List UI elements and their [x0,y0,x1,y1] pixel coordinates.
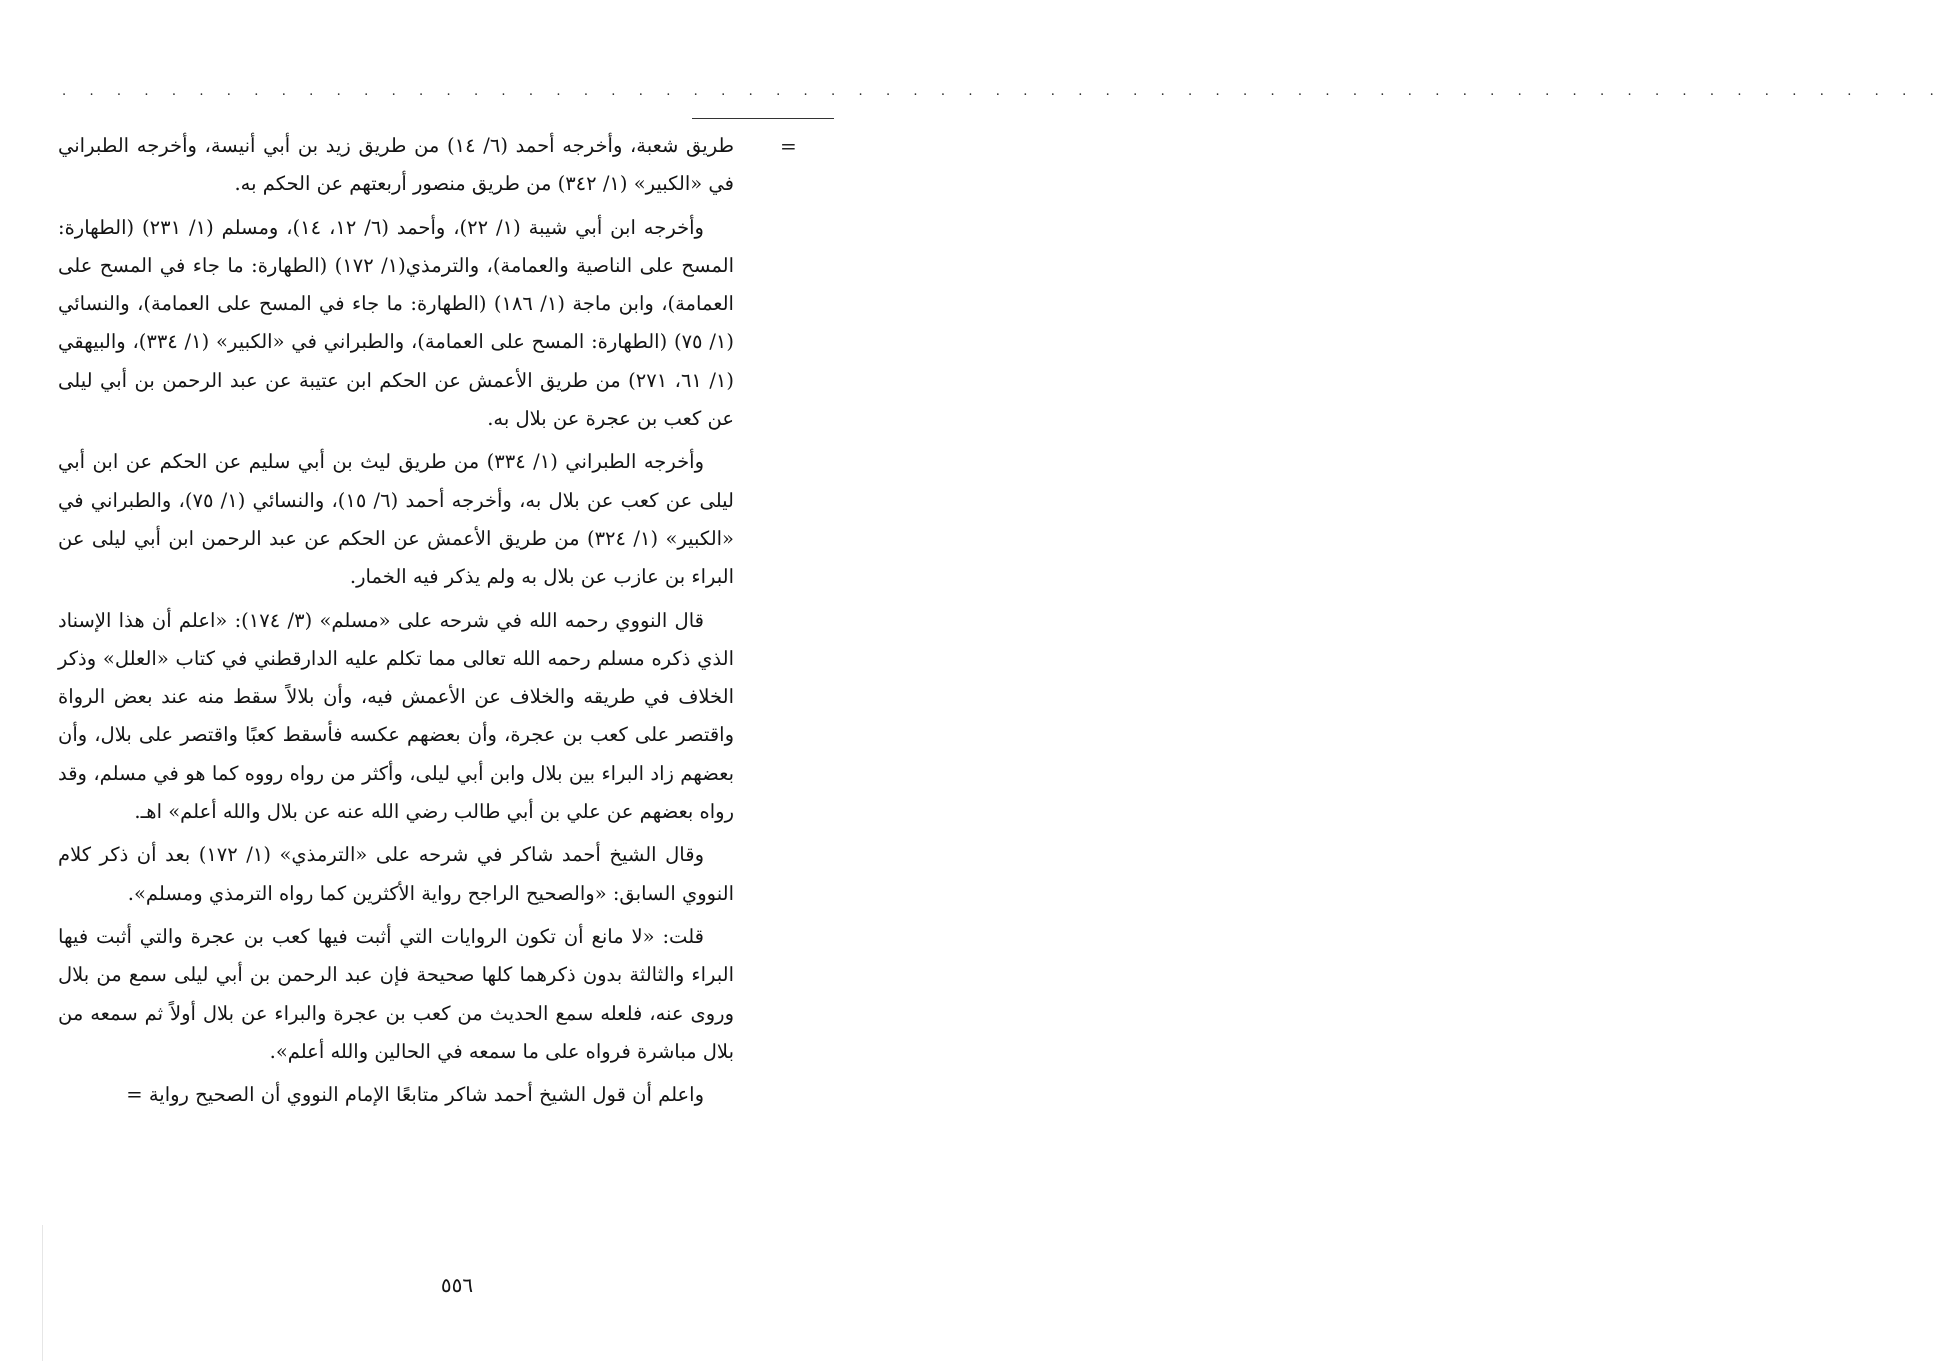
footnote-text [58,127,734,1119]
paragraph-3: وأخرجه الطبراني (١/ ٣٣٤) من طريق ليث بن أبي سليم عن الحكم عن ابن أبي ليلى عن كعب عن بلال به، وأخرجه أحمد (٦/ ١٥)، والنسائي (١/ ٧٥)، والطبراني في «الكبير» (١/ ٣٢٤) من طريق الأعمش عن الحكم عن عبد الرحمن ابن أبي ليلى عن البراء بن عازب عن بلال به ولم يذكر فيه الخمار. [58,450,734,589]
paragraph-1: طريق شعبة، وأخرجه أحمد (٦/ ١٤) من طريق زيد بن أبي أنيسة، وأخرجه الطبراني في «الكبير» (١/ ٣٤٢) من طريق منصور أربعتهم عن الحكم به. [58,134,735,196]
paragraph-7: واعلم أن قول الشيخ أحمد شاكر متابعًا الإمام النووي أن الصحيح رواية = [126,1083,704,1107]
paragraph-2: وأخرجه ابن أبي شيبة (١/ ٢٢)، وأحمد (٦/ ١٢، ١٤)، ومسلم (١/ ٢٣١) (الطهارة: المسح على الناصية والعمامة)، والترمذي(١/ ١٧٢) (الطهارة: ما جاء في المسح على العمامة)، وابن ماجة (١/ ١٨٦) (الطهارة: ما جاء في المسح على العمامة)، والنسائي (١/ ٧٥) (الطهارة: المسح على العمامة)، والطبراني في «الكبير» (١/ ٣٣٤)، والبيهقي (١/ ٦١، ٢٧١) من طريق الأعمش عن الحكم ابن عتيبة عن عبد الرحمن بن أبي ليلى عن كعب بن عجرة عن بلال به. [58,215,734,431]
dotted-separator: . . . . . . . . . . . . . . . . . . . . . . . . . . . . . . . . . . . . . . . . . . . . . . . . . . . . . . . . . . . . . . . . . . . . . [62,84,1943,99]
scan-edge-line [42,1225,43,1361]
paragraph-4: قال النووي رحمه الله في شرحه على «مسلم» (٣/ ١٧٤): «اعلم أن هذا الإسناد الذي ذكره مسلم رحمه الله تعالى مما تكلم عليه الدارقطني في كتاب «العلل» وذكر الخلاف في طريقه والخلاف عن الأعمش فيه، وأن بلالاً سقط منه عند بعض الرواة واقتصر على كعب بن عجرة، وأن بعضهم عكسه فأسقط كعبًا واقتصر على بلال، وأن بعضهم زاد البراء بين بلال وابن أبي ليلى، وأكثر من رواه رووه كما هو في مسلم، وقد رواه بعضهم عن علي بن أبي طالب رضي الله عنه عن بلال والله أعلم» اهـ. [58,608,734,824]
paragraph-6: قلت: «لا مانع أن تكون الروايات التي أثبت فيها كعب بن عجرة والتي أثبت فيها البراء والثالثة بدون ذكرهما كلها صحيحة فإن عبد الرحمن بن أبي ليلى سمع من بلال وروى عنه، فلعله سمع الحديث من كعب بن عجرة والبراء عن بلال أولاً ثم سمعه من بلال مباشرة فرواه على ما سمعه في الحالين والله أعلم». [58,924,734,1063]
page-number: ٥٥٦ [440,1273,474,1297]
footnote-rule [692,118,834,119]
continuation-mark: = [780,134,797,158]
paragraph-5: وقال الشيخ أحمد شاكر في شرحه على «الترمذي» (١/ ١٧٢) بعد أن ذكر كلام النووي السابق: «والصحيح الراجح رواية الأكثرين كما رواه الترمذي ومسلم». [58,843,734,905]
